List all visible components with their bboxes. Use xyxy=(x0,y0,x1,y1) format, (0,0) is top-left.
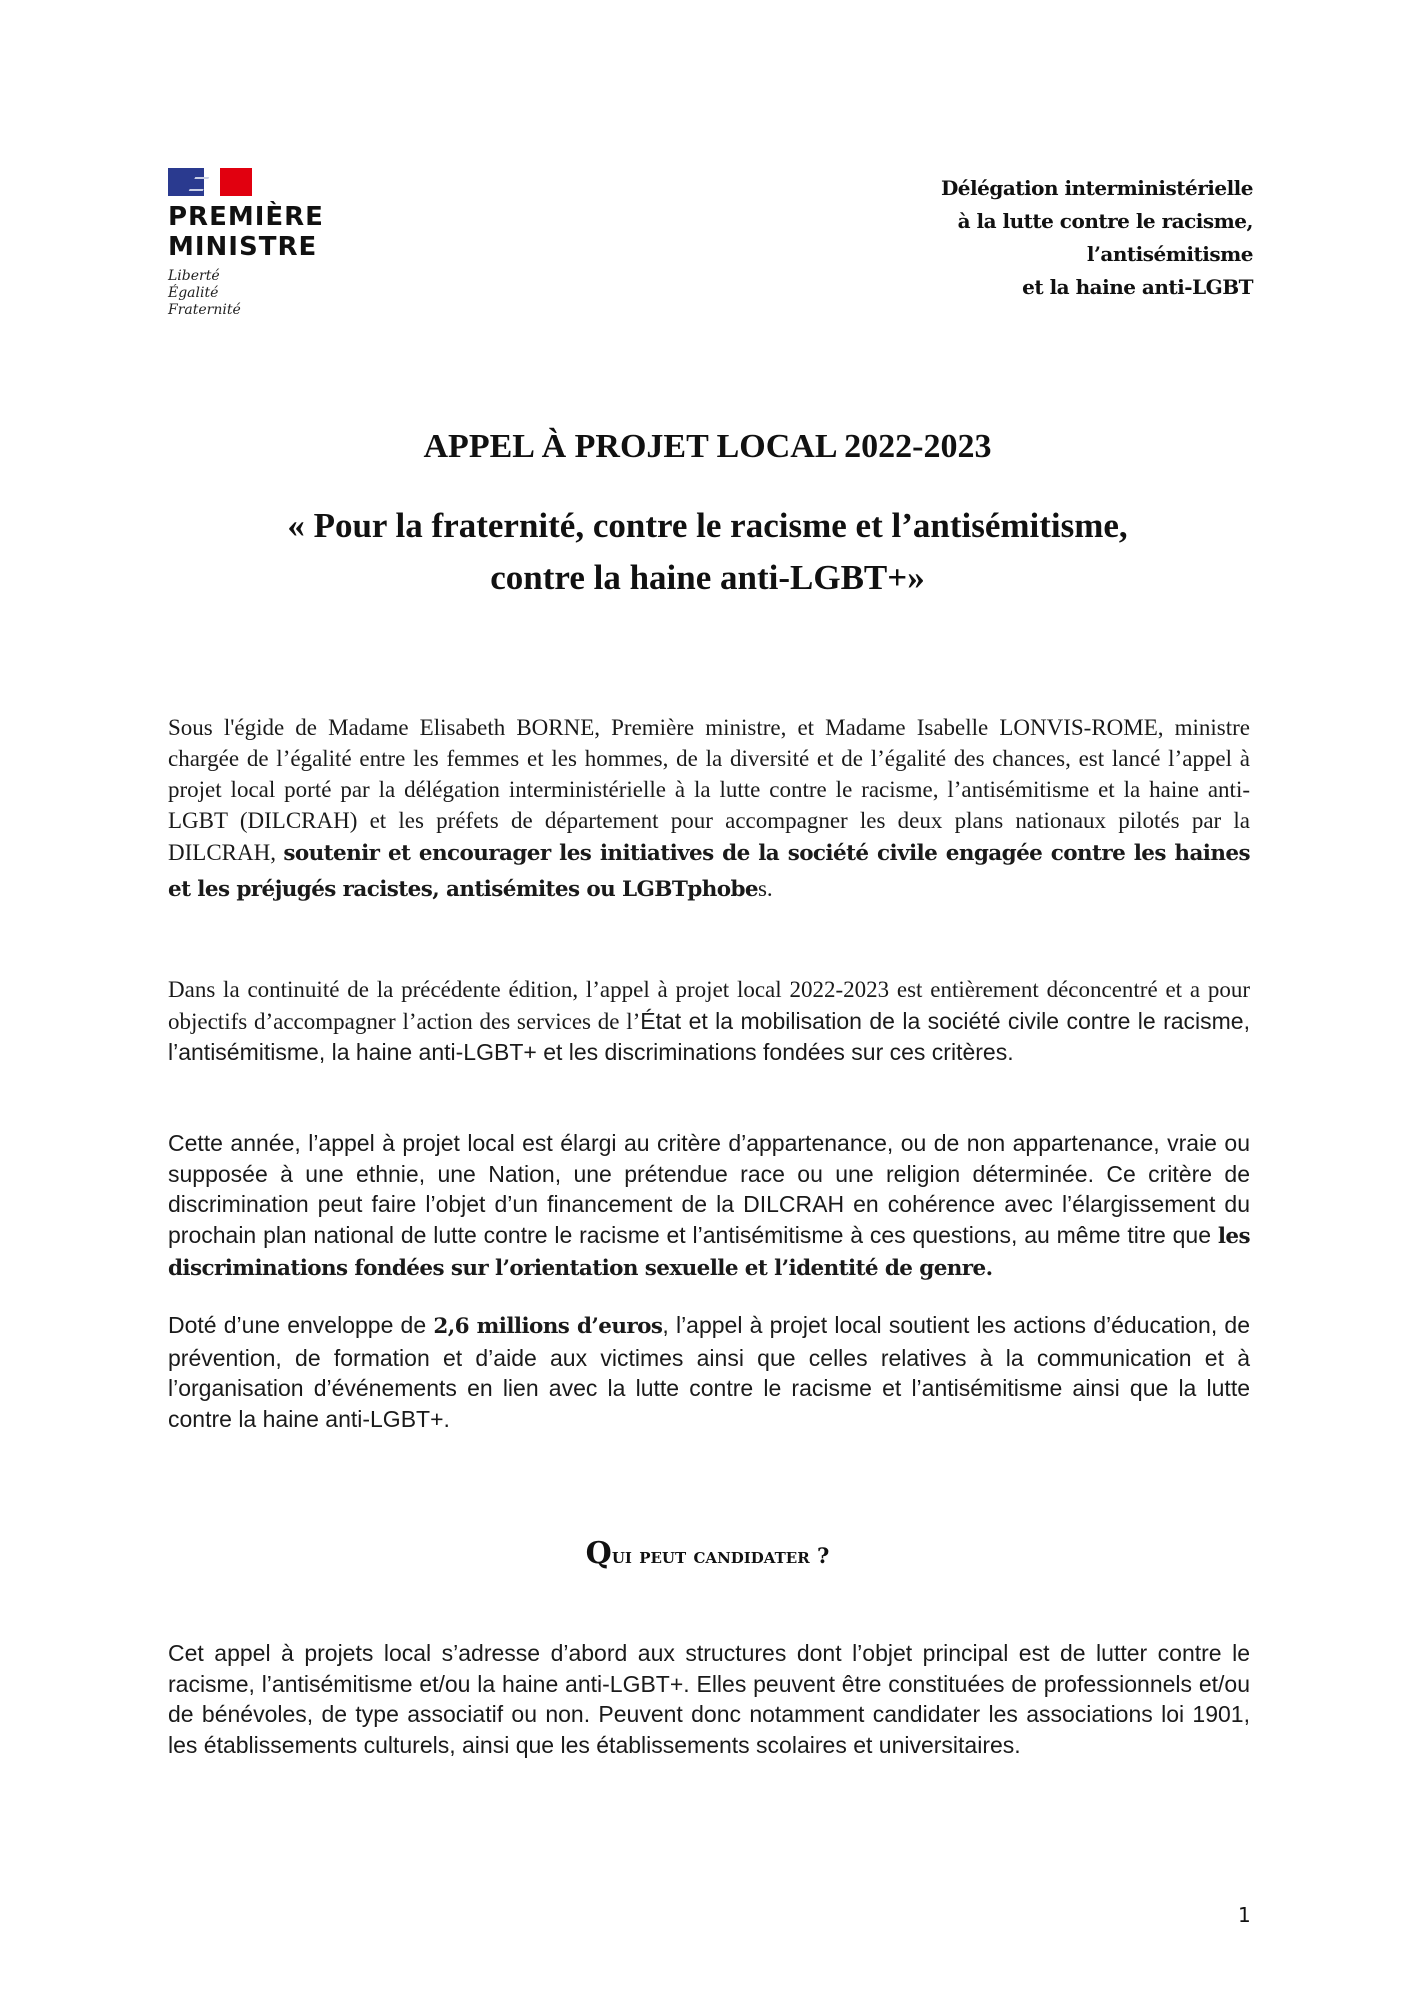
ministry-name xyxy=(168,202,328,262)
delegation-line: l’antisémitisme xyxy=(1086,242,1253,266)
document-title: APPEL À PROJET LOCAL 2022-2023 xyxy=(423,428,992,465)
delegation-line: et la haine anti-LGBT xyxy=(1022,275,1253,299)
ministry-line-1: PREMIÈRE xyxy=(168,202,324,232)
government-logo xyxy=(168,168,328,319)
criteria-text: Cette année, l’appel à projet local est élargi au critère d’appartenance, ou de non appartenance, vraie ou supposée à une ethnie, une Nation, une prétendue race ou une religion déterminée. Ce critère de discrimination peut faire l’objet d’un financement de la DILCRAH en cohérence avec l’élargissement du prochain plan national de lutte contre le racisme et l’antisémitisme à ces questions, au même titre que xyxy=(168,1130,1250,1248)
criteria-bold-text: les discriminations fondées sur l’orientation sexuelle et l’identité de genre. xyxy=(168,1223,1250,1281)
criteria-paragraph xyxy=(168,1128,1250,1285)
delegation-header xyxy=(941,172,1253,304)
motto-fraternite: Fraternité xyxy=(168,302,241,318)
intro-paragraph xyxy=(168,712,1250,908)
subtitle-line-2: contre la haine anti-LGBT+» xyxy=(490,558,925,597)
motto-egalite: Égalité xyxy=(168,285,219,301)
continuity-text-sans: État et la mobilisation de la société civile contre le racisme, l’antisémitisme, la haine anti-LGBT+ et les discriminations fondées sur ces critères. xyxy=(168,1007,1250,1065)
eligibility-paragraph: Cet appel à projets local s’adresse d’abord aux structures dont l’objet principal est de lutter contre le racisme, l’antisémitisme et/ou la haine anti-LGBT+. Elles peuvent être constituées de professionnels et/ou de bénévoles, de type associatif ou non. Peuvent donc notamment candidater les associations loi 1901, les établissements culturels, ainsi que les établissements scolaires et universitaires. xyxy=(168,1640,1250,1758)
budget-lead: Doté d’une enveloppe de xyxy=(168,1312,434,1338)
delegation-line: à la lutte contre le racisme, xyxy=(957,209,1253,233)
intro-text: Sous l'égide de Madame Elisabeth BORNE, Première ministre, et Madame Isabelle LONVIS-ROME, ministre chargée de l’égalité entre les femmes et les hommes, de la diversité et de l’égalité des chances, est lancé l’appel à projet local porté par la délégation interministérielle à la lutte contre le racisme, l’antisémitisme et la haine anti-LGBT (DILCRAH) et les préfets de département pour accompagner les deux plans nationaux pilotés par la DILCRAH, xyxy=(168,715,1250,865)
heading-rest: ui peut candidater ? xyxy=(611,1543,830,1568)
subtitle-line-1: « Pour la fraternité, contre le racisme et l’antisémitisme, xyxy=(287,506,1128,545)
intro-tail: s. xyxy=(757,876,773,901)
continuity-text-serif: Dans la continuité de la précédente édition, l’appel à projet local 2022-2023 est entièrement déconcentré et a pour objectifs d’accompagner l’action des services de l’ xyxy=(168,977,1250,1034)
republic-motto xyxy=(168,268,328,319)
marianne-flag-icon xyxy=(168,168,252,196)
intro-bold-text: soutenir et encourager les initiatives de la société civile engagée contre les haines et les préjugés racistes, antisémites ou LGBTphobe xyxy=(168,841,1250,902)
budget-amount: 2,6 millions d’euros xyxy=(433,1314,663,1339)
section-heading-eligibility xyxy=(0,1536,1415,1571)
motto-liberte: Liberté xyxy=(168,268,220,284)
ministry-line-2: MINISTRE xyxy=(168,232,318,262)
heading-initial: Q xyxy=(585,1536,612,1571)
page-number: 1 xyxy=(1238,1903,1251,1927)
budget-text: , l’appel à projet local soutient les actions d’éducation, de prévention, de formation et d’aide aux victimes ainsi que celles relatives à la communication et à l’organisation d’événements en lien avec la lutte contre le racisme et l’antisémitisme ainsi que la lutte contre la haine anti-LGBT+. xyxy=(168,1312,1250,1432)
continuity-paragraph xyxy=(168,975,1250,1069)
document-subtitle xyxy=(0,500,1415,604)
budget-paragraph xyxy=(168,1310,1250,1434)
delegation-line: Délégation interministérielle xyxy=(940,176,1253,200)
